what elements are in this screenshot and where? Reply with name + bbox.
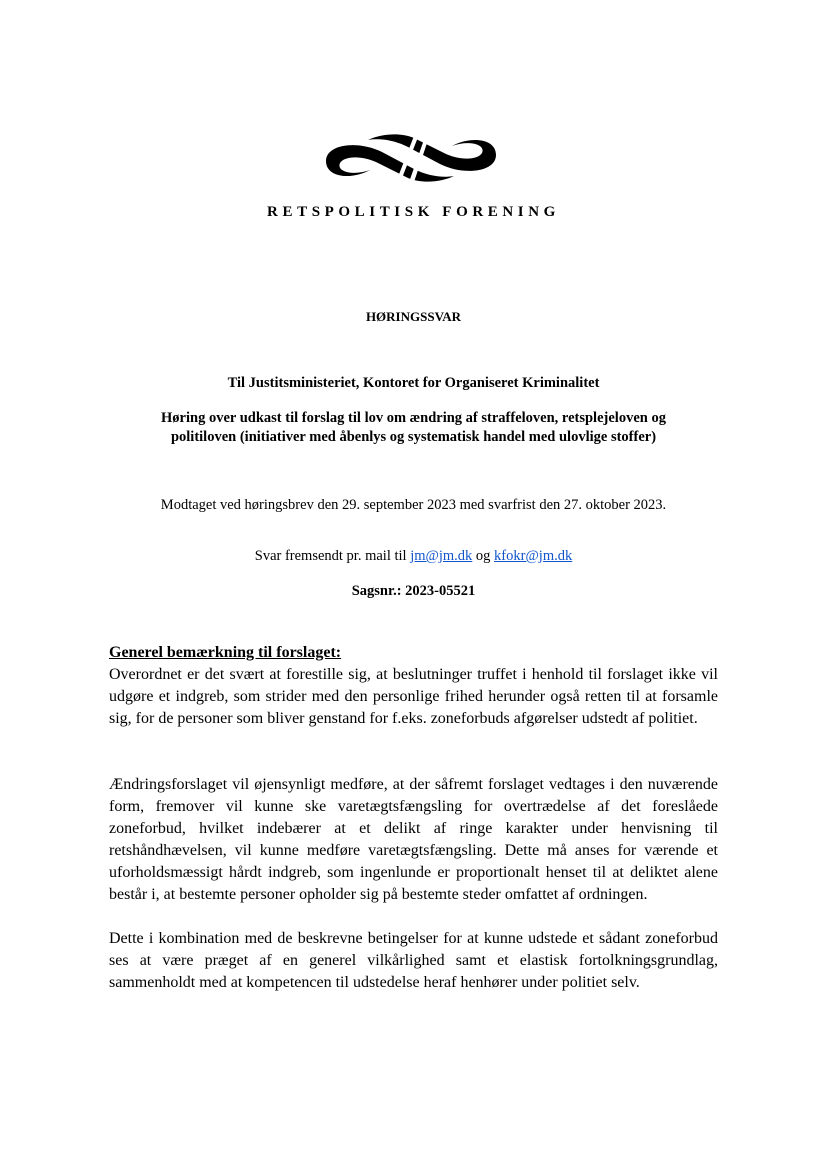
subject: Høring over udkast til forslag til lov om ændring af straffeloven, retsplejeloven og politiloven (initiativer med åbenlys og systematisk handel med ulovlige stoffer) (161, 410, 666, 445)
document-type: HØRINGSSVAR (365, 309, 462, 324)
email-link-jm[interactable]: jm@jm.dk (410, 548, 473, 564)
infinity-knot-logo-icon (318, 128, 504, 188)
recipient: Til Justitsministeriet, Kontoret for Organiseret Kriminalitet (227, 375, 600, 391)
email-link-kfokr[interactable]: kfokr@jm.dk (494, 548, 573, 564)
section-heading: Generel bemærkning til forslaget: (109, 644, 342, 661)
sent-joiner: og (475, 548, 491, 564)
case-number: Sagsnr.: 2023-05521 (351, 583, 476, 599)
received-note: Modtaget ved høringsbrev den 29. september 2023 med svarfrist den 27. oktober 2023. (160, 497, 667, 513)
sent-prefix: Svar fremsendt pr. mail til (254, 548, 407, 564)
paragraph: Overordnet er det svært at forestille sig, at beslutninger truffet i henhold til forslaget ikke vil udgøre et indgreb, som strider med den personlige frihed herunder også retten til at forsamle sig, for de personer som bliver genstand for f.eks. zoneforbuds afgørelser udstedt af politiet. (109, 666, 718, 727)
organization-name: RETSPOLITISK FORENING (267, 204, 560, 220)
paragraph: Dette i kombination med de beskrevne betingelser for at kunne udstede et sådant zoneforbud ses at være præget af en generel vilkårlighed samt et elastisk fortolkningsgrundlag, sammenholdt med at kompetencen til udstedelse heraf henhører under politiet selv. (109, 930, 718, 991)
sent-line (130, 548, 697, 565)
paragraph: Ændringsforslaget vil øjensynligt medføre, at der såfremt forslaget vedtages i den nuværende form, fremover vil kunne ske varetægtsfængsling for overtrædelse af det foreslåede zoneforbud, hvilket indebærer at et delikt af ringe karakter under henvisning til retshåndhævelsen, vil kunne medføre varetægtsfængsling. Dette må anses for værende et uforholdsmæssigt hårdt indgreb, som ingenlunde er proportionalt henset til at deliktet alene består i, at bestemte personer opholder sig på bestemte steder omfattet af ordningen. (109, 776, 718, 903)
